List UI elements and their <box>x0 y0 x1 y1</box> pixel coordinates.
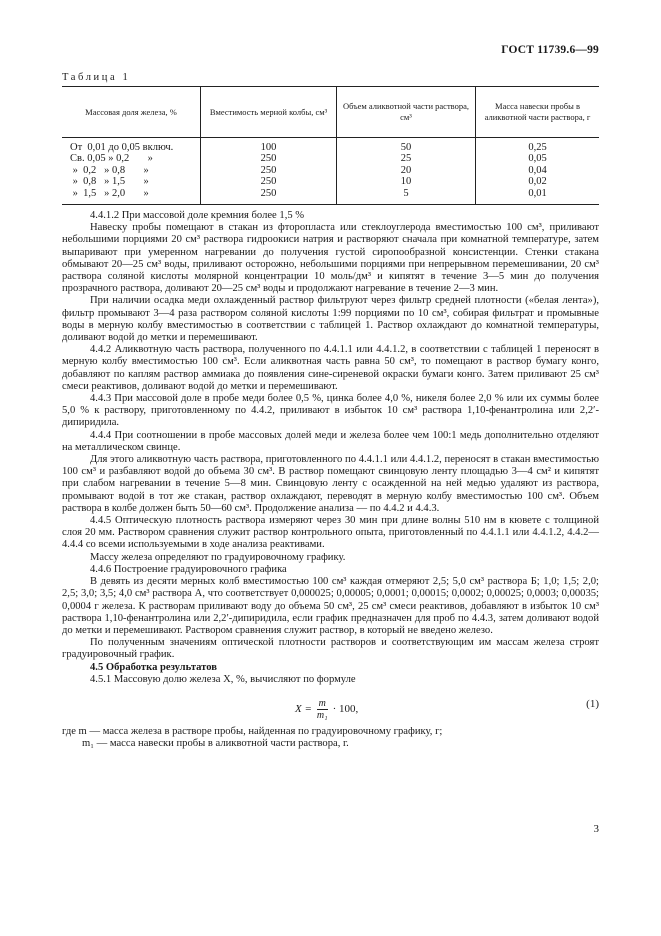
paragraph: Для этого аликвотную часть раствора, приготовленного по 4.4.1.1 или 4.4.1.2, переносят в стакан вместимостью 100 см³ и разбавляют водой до объема 30 см³. В раствор помещают свинцовую ленту площадью 3—4 см² и кипятят при слабом нагревании в течение 5—8 мин. Свинцовую ленту с осажденной на ней медью удаляют из раствора, промывают водой в тот же стакан, раствор охлаждают, переводят в мерную колбу вместимостью 100 см³. Объем раствора в колбе должен быть 50—60 см³. Продолжение анализа — по 4.4.2 и 4.4.3. <box>62 454 599 514</box>
table-body-row <box>62 138 599 205</box>
section-heading: 4.5 Обработка результатов <box>90 661 217 673</box>
paragraph: Навеску пробы помещают в стакан из фторопласта или стеклоуглерода вместимостью 100 см³, приливают небольшими порциями 20 см³ раствора гидроокиси натрия и растворяют сначала при комнатной температуре, затем выпаривают при умеренном нагревании до получения густой сиропообразной консистенции. Стенки стакана обмывают 20—25 см³ воды, приливают осторожно, небольшими порциями при непрерывном перемешивании, 20 см³ раствора соляной кислоты молярной концентрации 10 моль/дм³ и кипятят в течение 3—5 мин до получения прозрачного раствора, доливают 20—25 см³ воды и продолжают нагревание в течение 2—3 мин. <box>62 222 599 295</box>
document-body <box>62 210 599 750</box>
table-cell: » 0,2 » 0,8 » <box>70 164 149 176</box>
formula-lhs: X = <box>295 702 312 715</box>
table-cell: От 0,01 до 0,05 включ. <box>70 142 174 153</box>
table-cell: 250 <box>260 153 277 165</box>
table-cell: 50 <box>400 142 412 153</box>
table-cell: 100 <box>260 142 277 153</box>
paragraph: По полученным значениям оптической плотности растворов и соответствующим им массам железа строят градуировочный график. <box>62 637 599 661</box>
table-cell: 250 <box>260 164 277 176</box>
table-cell: 25 <box>400 153 412 165</box>
page-number: 3 <box>593 823 599 835</box>
table-cell: 0,02 <box>528 176 547 188</box>
table-column-volumes <box>201 138 337 205</box>
table-cell: 250 <box>260 187 277 199</box>
table-cell: Св. 0,05 » 0,2 » <box>70 153 153 165</box>
paragraph: 4.4.2 Аликвотную часть раствора, полученного по 4.4.1.1 или 4.4.1.2, в соответствии с таблицей 1 переносят в мерную колбу вместимостью 100 см³. Если аликвотная часть равна 50 см³, то помещают в раствор бумагу конго, добавляют по каплям раствор аммиака до появления сине-сиреневой окраски бумаги конго. Затем приливают 25 см³ смеси реактивов, доливают водой до метки и перемешивают. <box>62 344 599 392</box>
legend-line-m: где m — масса железа в растворе пробы, найденная по градуировочному графику, г; <box>62 725 443 737</box>
data-table <box>62 86 599 205</box>
paragraph: 4.4.5 Оптическую плотность раствора измеряют через 30 мин при длине волны 510 нм в кювете с толщиной слоя 20 мм. Раствором сравнения служит раствор контрольного опыта, приготовленный по 4.4.1.1 или 4.4.1.2, 4.4.2—4.4.4 со всеми используемыми в ходе анализа реактивами. <box>62 515 599 551</box>
table-cell: 5 <box>403 187 409 199</box>
paragraph: При наличии осадка меди охлажденный раствор фильтруют через фильтр средней плотности («белая лента»), фильтр промывают 3—4 раза раствором соляной кислоты 1:99 порциями по 10 см³, собирая фильтрат и промывные воды в мерную колбу вместимостью в соответствии с таблицей 1. Раствор охлаждают до комнатной температуры, доливают водой до метки и перемешивают. <box>62 295 599 344</box>
table-cell: 0,04 <box>528 164 547 176</box>
formula-rhs: · 100, <box>332 702 359 715</box>
table-column-ranges <box>62 138 201 205</box>
paragraph: 4.4.4 При соотношении в пробе массовых долей меди и железа более чем 100:1 медь дополнительно отделяют на металлическом свинце. <box>62 429 599 453</box>
table-header-flask-volume: Вместимость мерной колбы, см³ <box>201 87 337 138</box>
table-column-masses <box>476 138 600 205</box>
table-cell: 250 <box>260 176 277 188</box>
formula-denominator <box>317 710 328 721</box>
table-cell: » 0,8 » 1,5 » <box>70 176 149 188</box>
paragraph: Массу железа определяют по градуировочному графику. <box>90 551 346 563</box>
paragraph: 4.4.6 Построение градуировочного графика <box>90 563 287 575</box>
table-column-aliquots <box>337 138 476 205</box>
formula-legend <box>62 726 599 750</box>
table-caption: Таблица 1 <box>62 72 131 83</box>
formula-numerator <box>317 698 328 710</box>
paragraph: 4.4.3 При массовой доле в пробе меди более 0,5 %, цинка более 4,0 %, никеля более 2,0 % или их суммы более 5,0 % к раствору, приготовленному по 4.4.2, приливают в избыток 10 см³ раствора 1,10-фенантролина или 2,2′-дипиридила. <box>62 393 599 429</box>
table-cell: 0,05 <box>528 153 547 165</box>
formula-number: (1) <box>586 697 599 710</box>
table-cell: 20 <box>400 164 412 176</box>
paragraph: В девять из десяти мерных колб вместимостью 100 см³ каждая отмеряют 2,5; 5,0 см³ раствора Б; 1,0; 1,5; 2,0; 2,5; 3,0; 3,5; 4,0 см³ раствора А, что соответствует 0,000025; 0,00005; 0,0001; 0,00015; 0,0002; 0,00025; 0,0003; 0,00035; 0,0004 г железа. К растворам приливают воду до объема 50 см³, 25 см³ смеси реактивов, добавляют в избыток 10 см³ раствора 1,10-фенантролина или 2,2′-дипиридила, если график предназначен для проб по 4.4.3, затем доливают водой до метки и перемешивают. Раствором сравнения служит раствор, в который не введено железо. <box>62 576 599 636</box>
document-header: ГОСТ 11739.6—99 <box>501 44 599 56</box>
paragraph: 4.4.1.2 При массовой доле кремния более 1,5 % <box>90 210 305 221</box>
legend-line-m1: m₁ — масса навески пробы в аликвотной части раствора, г. <box>82 738 349 750</box>
table-cell: » 1,5 » 2,0 » <box>70 187 149 199</box>
table-header-mass-fraction: Массовая доля железа, % <box>62 87 201 138</box>
table-header-aliquot-volume: Объем аликвотной части раствора, см³ <box>337 87 476 138</box>
formula-expression <box>295 698 358 721</box>
table-cell: 10 <box>400 176 412 188</box>
formula-numerator-text: m <box>318 697 326 709</box>
paragraph: 4.5.1 Массовую долю железа X, %, вычисляют по формуле <box>90 673 356 685</box>
table-header-row <box>62 87 599 138</box>
formula <box>62 686 599 726</box>
table-header-sample-mass: Масса навески пробы в аликвотной части раствора, г <box>476 87 600 138</box>
table-cell: 0,25 <box>528 142 547 153</box>
formula-fraction <box>317 698 328 721</box>
table-cell: 0,01 <box>528 187 547 199</box>
formula-denominator-text: m₁ <box>316 709 328 721</box>
